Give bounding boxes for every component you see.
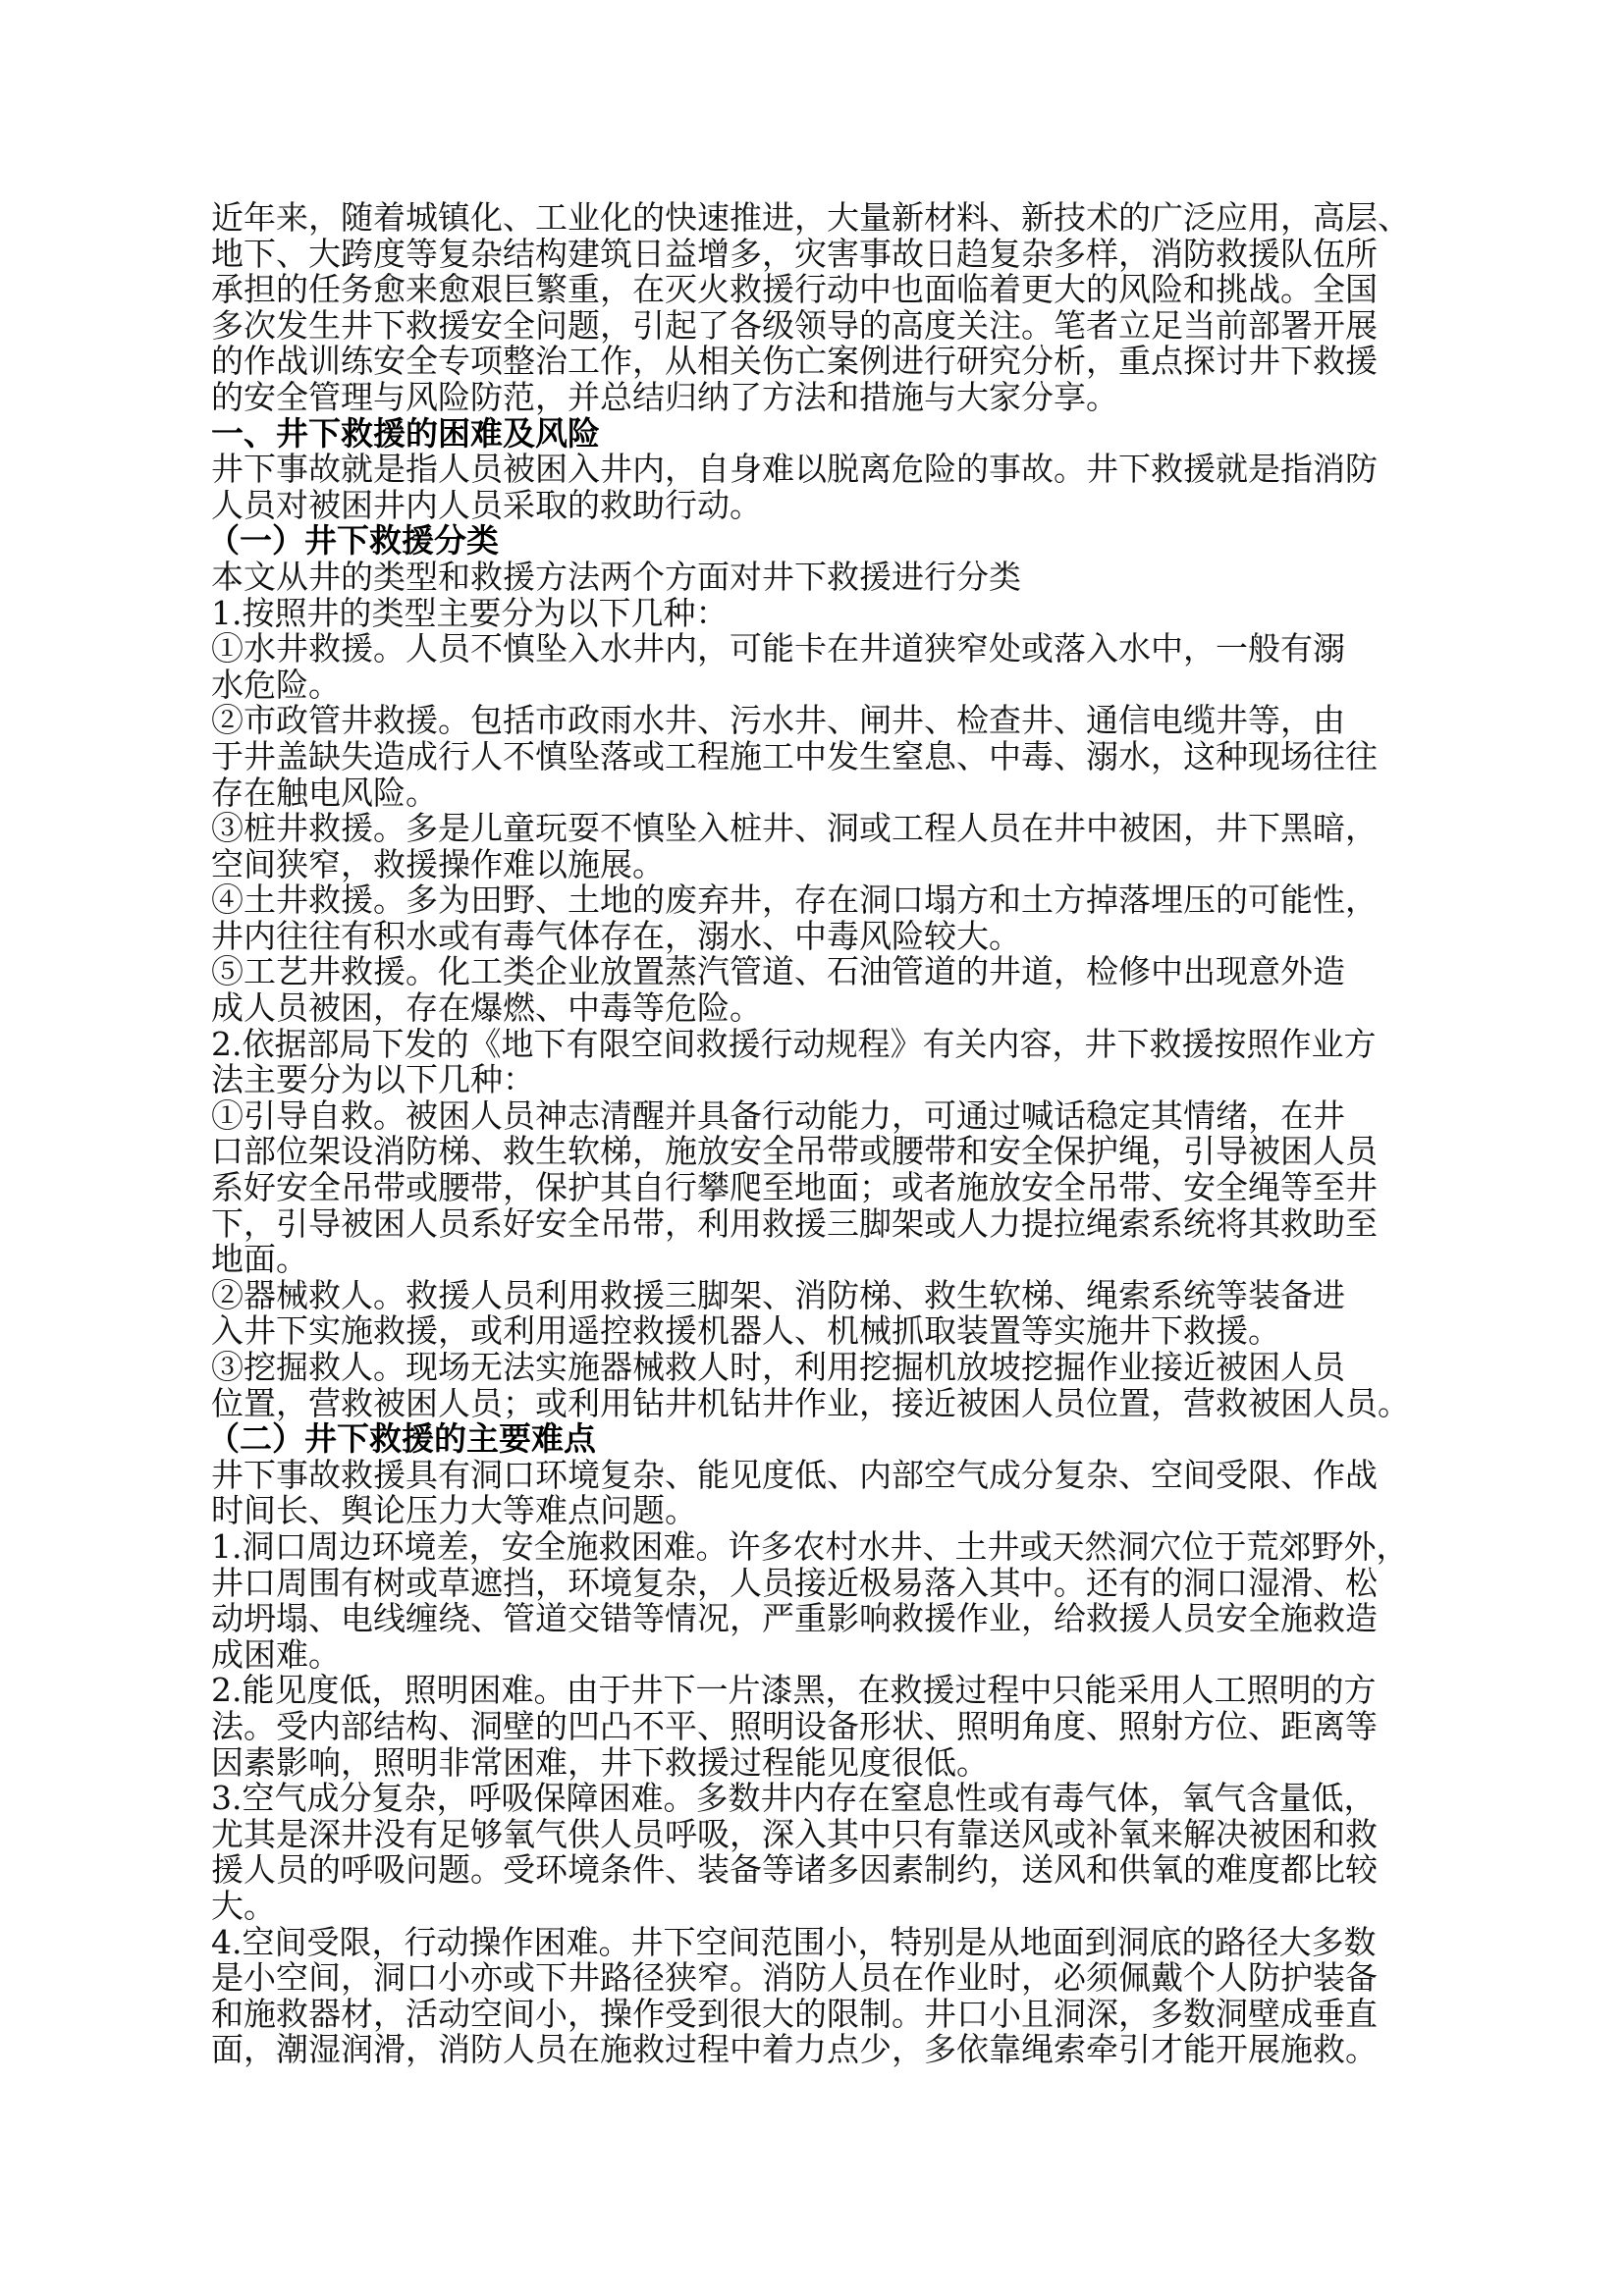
text-line: 井下事故就是指人员被困入井内，自身难以脱离危险的事故。井下救援就是指消防 xyxy=(211,450,1378,489)
text-line: 水危险。 xyxy=(211,665,341,704)
text-line: 4.空间受限，行动操作困难。井下空间范围小，特别是从地面到洞底的路径大多数 xyxy=(211,1922,1377,1961)
text-line: 井下事故救援具有洞口环境复杂、能见度低、内部空气成分复杂、空间受限、作战 xyxy=(211,1455,1378,1494)
paragraph xyxy=(211,452,1429,523)
text-line: ①引导自救。被困人员神志清醒并具备行动能力，可通过喊话稳定其情绪，在井 xyxy=(211,1095,1345,1135)
section-heading xyxy=(207,1419,1429,1459)
paragraph xyxy=(211,882,1429,954)
text-line: 援人员的呼吸问题。受环境条件、装备等诸多因素制约，送风和供氧的难度都比较 xyxy=(211,1850,1378,1890)
text-line: 成人员被困，存在爆燃、中毒等危险。 xyxy=(211,988,762,1028)
text-line: ④土井救援。多为田野、土地的废弃井，存在洞口塌方和土方掉落埋压的可能性， xyxy=(211,881,1378,920)
paragraph xyxy=(211,200,1429,416)
paragraph xyxy=(211,1673,1429,1781)
text-line: 大。 xyxy=(211,1886,276,1925)
text-line: 的安全管理与风险防范，并总结归纳了方法和措施与大家分享。 xyxy=(211,377,1118,416)
paragraph xyxy=(211,1095,1429,1279)
text-line: 动坍塌、电线缠绕、管道交错等情况，严重影响救援作业，给救援人员安全施救造 xyxy=(211,1599,1378,1638)
text-line: 2.能见度低，照明困难。由于井下一片漆黑，在救援过程中只能采用人工照明的方 xyxy=(211,1671,1377,1710)
text-line: （二）井下救援的主要难点 xyxy=(207,1419,596,1459)
text-line: ②器械救人。救援人员利用救援三脚架、消防梯、救生软梯、绳索系统等装备进 xyxy=(211,1275,1345,1314)
text-line: ⑤工艺井救援。化工类企业放置蒸汽管道、石油管道的井道，检修中出现意外造 xyxy=(211,952,1345,991)
text-line: 近年来，随着城镇化、工业化的快速推进，大量新材料、新技术的广泛应用，高层、 xyxy=(211,198,1410,237)
text-line: 地下、大跨度等复杂结构建筑日益增多，灾害事故日趋复杂多样，消防救援队伍所 xyxy=(211,234,1378,273)
paragraph xyxy=(211,954,1429,1026)
text-line: 存在触电风险。 xyxy=(211,773,438,812)
text-line: 多次发生井下救援安全问题，引起了各级领导的高度关注。笔者立足当前部署开展 xyxy=(211,305,1378,345)
text-line: 系好安全吊带或腰带，保护其自行攀爬至地面；或者施放安全吊带、安全绳等至井 xyxy=(211,1168,1378,1207)
text-line: 于井盖缺失造成行人不慎坠落或工程施工中发生窒息、中毒、溺水，这种现场往往 xyxy=(211,736,1378,775)
text-line: 法主要分为以下几种： xyxy=(211,1060,535,1099)
text-line: 因素影响，照明非常困难，井下救援过程能见度很低。 xyxy=(211,1742,989,1782)
text-line: 1.按照井的类型主要分为以下几种： xyxy=(211,593,729,632)
text-line: 承担的任务愈来愈艰巨繁重，在灭火救援行动中也面临着更大的风险和挑战。全国 xyxy=(211,270,1378,309)
text-line: 3.空气成分复杂，呼吸保障困难。多数井内存在窒息性或有毒气体，氧气含量低， xyxy=(211,1779,1377,1818)
text-line: 的作战训练安全专项整治工作，从相关伤亡案例进行研究分析，重点探讨井下救援 xyxy=(211,342,1378,381)
text-line: ②市政管井救援。包括市政雨水井、污水井、闸井、检查井、通信电缆井等，由 xyxy=(211,701,1345,740)
text-line: （一）井下救援分类 xyxy=(207,521,499,561)
text-line: 尤其是深井没有足够氧气供人员呼吸，深入其中只有靠送风或补氧来解决被困和救 xyxy=(211,1814,1378,1853)
paragraph xyxy=(211,1455,1429,1530)
text-line: 时间长、舆论压力大等难点问题。 xyxy=(211,1491,697,1530)
text-line: 空间狭窄，救援操作难以施展。 xyxy=(211,844,665,883)
text-line: 井口周围有树或草遮挡，环境复杂，人员接近极易落入其中。还有的洞口湿滑、松 xyxy=(211,1563,1378,1602)
section-heading xyxy=(207,521,1429,561)
text-line: 2.依据部局下发的《地下有限空间救援行动规程》有关内容，井下救援按照作业方 xyxy=(211,1024,1377,1063)
text-line: 口部位架设消防梯、救生软梯，施放安全吊带或腰带和安全保护绳，引导被困人员 xyxy=(211,1132,1378,1171)
section-heading xyxy=(211,413,1429,453)
text-line: 法。受内部结构、洞壁的凹凸不平、照明设备形状、照明角度、照射方位、距离等 xyxy=(211,1706,1378,1745)
paragraph xyxy=(211,1350,1429,1421)
paragraph xyxy=(211,593,1429,632)
paragraph xyxy=(211,1024,1429,1099)
text-line: 和施救器材，活动空间小，操作受到很大的限制。井口小且洞深，多数洞壁成垂直 xyxy=(211,1994,1378,2033)
paragraph xyxy=(211,557,1429,596)
document-body xyxy=(207,198,1429,2069)
text-line: 位置，营救被困人员；或利用钻井机钻井作业，接近被困人员位置，营救被困人员。 xyxy=(211,1383,1410,1422)
paragraph xyxy=(211,1781,1429,1924)
text-line: 入井下实施救援，或利用遥控救援机器人、机械抓取装置等实施井下救援。 xyxy=(211,1311,1280,1351)
text-line: 下，引导被困人员系好安全吊带，利用救援三脚架或人力提拉绳索系统将其救助至 xyxy=(211,1203,1378,1243)
text-line: 成困难。 xyxy=(211,1634,341,1674)
text-line: ③挖掘救人。现场无法实施器械救人时，利用挖掘机放坡挖掘作业接近被困人员 xyxy=(211,1348,1345,1386)
text-line: 地面。 xyxy=(211,1240,308,1279)
text-line: 面，潮湿润滑，消防人员在施救过程中着力点少，多依靠绳索牵引才能开展施救。 xyxy=(211,2030,1378,2069)
paragraph xyxy=(211,631,1429,703)
text-line: 井内往往有积水或有毒气体存在，溺水、中毒风险较大。 xyxy=(211,916,1021,955)
text-line: 1.洞口周边环境差，安全施救困难。许多农村水井、土井或天然洞穴位于荒郊野外， xyxy=(211,1526,1409,1566)
text-line: 一、井下救援的困难及风险 xyxy=(211,413,600,453)
paragraph xyxy=(211,811,1429,882)
paragraph xyxy=(211,1526,1429,1674)
text-line: ①水井救援。人员不慎坠入水井内，可能卡在井道狭窄处或落入水中，一般有溺 xyxy=(211,629,1345,668)
text-line: 是小空间，洞口小亦或下井路径狭窄。消防人员在作业时，必须佩戴个人防护装备 xyxy=(211,1958,1378,1998)
paragraph xyxy=(211,1922,1429,2069)
text-line: ③桩井救援。多是儿童玩耍不慎坠入桩井、洞或工程人员在井中被困，井下黑暗， xyxy=(211,809,1378,848)
text-line: 人员对被困井内人员采取的救助行动。 xyxy=(211,485,762,524)
text-line: 本文从井的类型和救援方法两个方面对井下救援进行分类 xyxy=(211,557,1021,596)
paragraph xyxy=(211,1275,1429,1351)
paragraph xyxy=(211,703,1429,811)
